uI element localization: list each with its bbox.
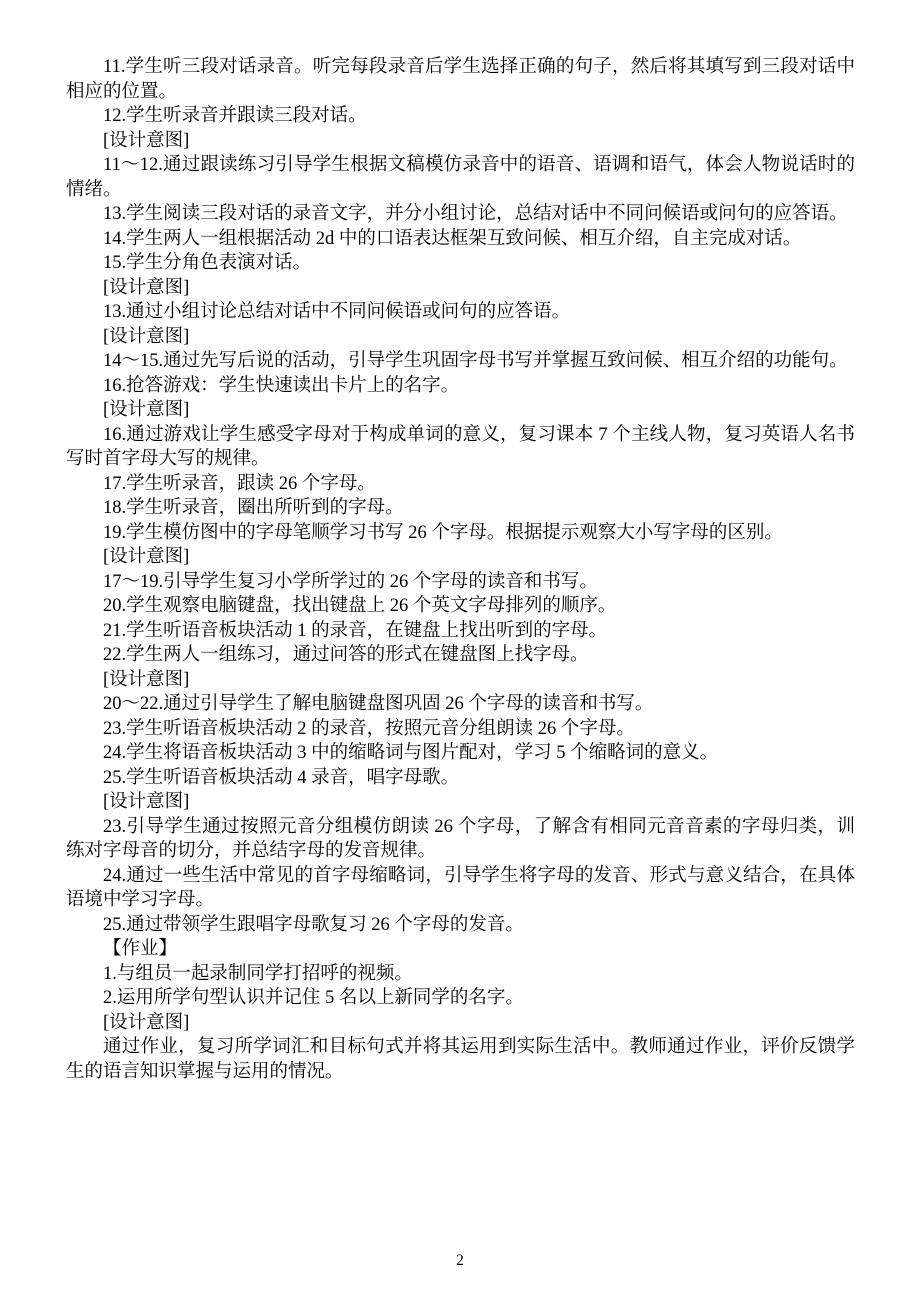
- paragraph: 23.学生听语音板块活动 2 的录音，按照元音分组朗读 26 个字母。: [103, 718, 635, 739]
- paragraph: [设计意图]: [103, 400, 190, 420]
- paragraph: 【作业】: [103, 939, 178, 959]
- page-number: 2: [456, 1252, 464, 1269]
- paragraph: 11～12.通过跟读练习引导学生根据文稿模仿录音中的语音、语调和语气，体会人物说话时的情绪。: [66, 155, 855, 200]
- paragraph: 17～19.引导学生复习小学所学过的 26 个字母的读音和书写。: [103, 571, 598, 592]
- paragraph: 18.学生听录音，圈出所听到的字母。: [103, 498, 404, 518]
- paragraph: 24.通过一些生活中常见的首字母缩略词，引导学生将字母的发音、形式与意义结合，在具体语境中学习字母。: [66, 865, 855, 910]
- paragraph: 通过作业，复习所学词汇和目标句式并将其运用到实际生活中。教师通过作业，评价反馈学生的语言知识掌握与运用的情况。: [66, 1037, 855, 1082]
- paragraph: 21.学生听语音板块活动 1 的录音，在键盘上找出听到的字母。: [103, 620, 608, 641]
- paragraph: 14.学生两人一组根据活动 2d 中的口语表达框架互致问候、相互介绍，自主完成对话。: [103, 228, 802, 249]
- paragraph: [设计意图]: [103, 277, 190, 298]
- paragraph: 11.学生听三段对话录音。听完每段录音后学生选择正确的句子，然后将其填写到三段对话中相应的位置。: [66, 57, 855, 102]
- paragraph: [设计意图]: [103, 792, 190, 812]
- paragraph: 1.与组员一起录制同学打招呼的视频。: [103, 963, 413, 984]
- paragraph: [设计意图]: [103, 130, 190, 151]
- paragraph: 25.学生听语音板块活动 4 录音，唱字母歌。: [103, 767, 460, 788]
- paragraph: 25.通过带领学生跟唱字母歌复习 26 个字母的发音。: [103, 914, 524, 935]
- paragraph: [设计意图]: [103, 547, 190, 567]
- paragraph: 19.学生模仿图中的字母笔顺学习书写 26 个字母。根据提示观察大小写字母的区别。: [103, 522, 783, 543]
- paragraph: 20.学生观察电脑键盘，找出键盘上 26 个英文字母排列的顺序。: [103, 596, 617, 616]
- document-body: [66, 55, 855, 1084]
- paragraph: [设计意图]: [103, 669, 190, 690]
- paragraph: 20～22.通过引导学生了解电脑键盘图巩固 26 个字母的读音和书写。: [103, 694, 654, 714]
- paragraph: 13.通过小组讨论总结对话中不同问候语或问句的应答语。: [103, 302, 571, 322]
- paragraph: [设计意图]: [103, 1012, 190, 1033]
- paragraph: 17.学生听录音，跟读 26 个字母。: [103, 473, 376, 494]
- paragraph: 2.运用所学句型认识并记住 5 名以上新同学的名字。: [103, 988, 524, 1008]
- paragraph: 24.学生将语音板块活动 3 中的缩略词与图片配对，学习 5 个缩略词的意义。: [103, 743, 719, 763]
- paragraph: 16.通过游戏让学生感受字母对于构成单词的意义，复习课本 7 个主线人物，复习英语人名书写时首字母大写的规律。: [66, 424, 855, 469]
- paragraph: [设计意图]: [103, 326, 190, 347]
- paragraph: 23.引导学生通过按照元音分组模仿朗读 26 个字母，了解含有相同元音音素的字母归类，训练对字母音的切分，并总结字母的发音规律。: [66, 816, 855, 861]
- paragraph: 13.学生阅读三段对话的录音文字，并分小组讨论，总结对话中不同问候语或问句的应答语。: [103, 204, 848, 224]
- paragraph: 15.学生分角色表演对话。: [103, 253, 312, 273]
- paragraph: 16.抢答游戏：学生快速读出卡片上的名字。: [103, 375, 460, 396]
- paragraph: 22.学生两人一组练习，通过问答的形式在键盘图上找字母。: [103, 645, 589, 665]
- paragraph: 14～15.通过先写后说的活动，引导学生巩固字母书写并掌握互致问候、相互介绍的功能句。: [103, 351, 848, 371]
- paragraph: 12.学生听录音并跟读三段对话。: [103, 106, 367, 126]
